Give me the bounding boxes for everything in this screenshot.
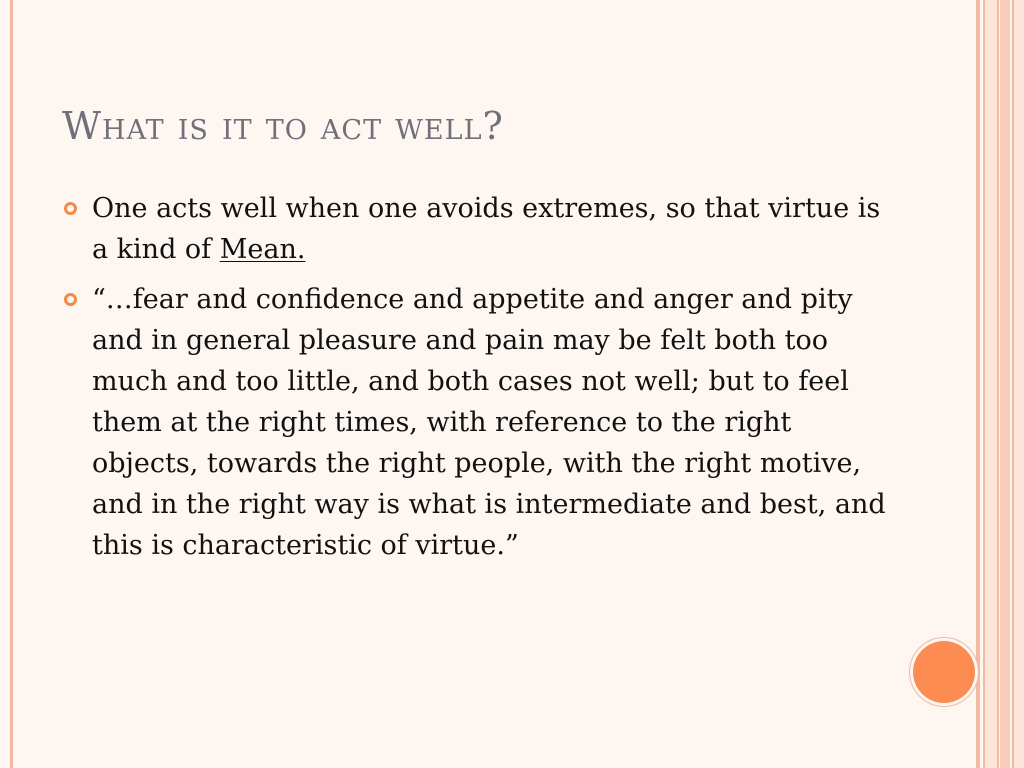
slide-title: What is it to act well?: [62, 104, 504, 148]
bullet-circle-icon: [64, 202, 77, 215]
right-decorative-stripe: [976, 0, 980, 768]
decorative-circle: [913, 641, 975, 703]
right-decorative-stripe: [1012, 0, 1024, 768]
bullet-circle-icon: [64, 293, 77, 306]
bullet-text: “…fear and confidence and appetite and anger and pity and in general pleasure and pain may be felt both too much and too little, and both cases not well; but to feel them at the right times, with reference to the right objects, towards the right people, with the right motive, and in the right way is what is intermediate and best, and this is characteristic of virtue.”: [92, 284, 886, 561]
left-border-rule: [10, 0, 13, 768]
bullet-text: One acts well when one avoids extremes, so that virtue is a kind of: [92, 193, 881, 265]
underlined-term: Mean.: [219, 234, 306, 265]
right-decorative-stripe: [983, 0, 999, 768]
bullet-item: [64, 188, 894, 270]
slide-body: [64, 188, 894, 575]
right-decorative-stripe: [1000, 0, 1010, 768]
bullet-item: [64, 279, 894, 566]
